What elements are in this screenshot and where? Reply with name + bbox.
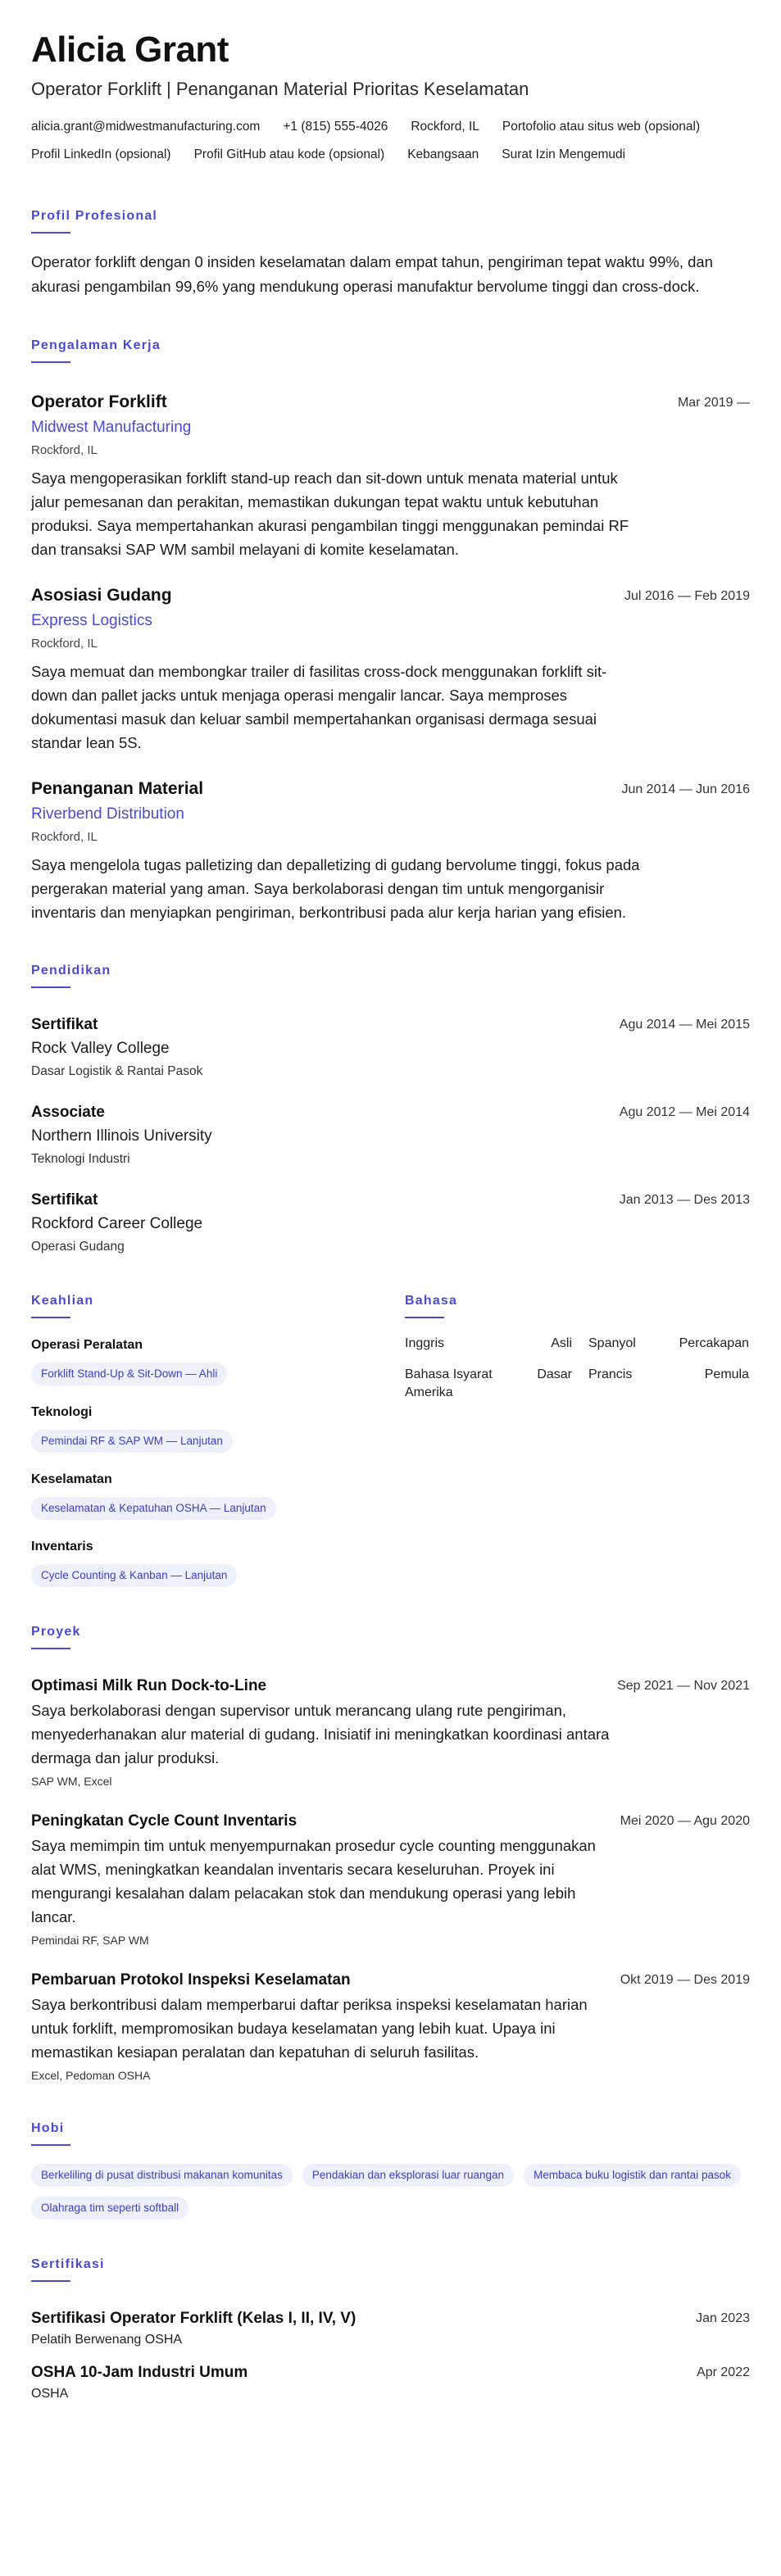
language-level: Percakapan	[679, 1336, 749, 1350]
skill-category: Teknologi	[31, 1405, 93, 1419]
section-title: Hobi	[31, 2121, 65, 2135]
study-field: Teknologi Industri	[31, 1152, 130, 1166]
language-level: Dasar	[537, 1367, 572, 1381]
section-divider	[31, 986, 70, 988]
project-tools: SAP WM, Excel	[31, 1775, 112, 1788]
summary-section	[31, 207, 750, 299]
hobby-tag: Pendakian dan eksplorasi luar ruangan	[302, 2164, 514, 2187]
degree-name: Associate	[31, 1104, 105, 1121]
skill-group	[31, 1538, 405, 1587]
hobby-list	[31, 2164, 752, 2220]
project-dates: Mei 2020 — Agu 2020	[620, 1814, 750, 1828]
section-title: Profil Profesional	[31, 209, 158, 223]
education-entry	[31, 1014, 750, 1081]
job-title: Asosiasi Gudang	[31, 586, 172, 605]
study-field: Dasar Logistik & Rantai Pasok	[31, 1064, 203, 1078]
experience-entry	[31, 584, 750, 755]
job-location: Rockford, IL	[31, 830, 98, 844]
job-dates: Jun 2014 — Jun 2016	[621, 782, 750, 796]
contact-location: Rockford, IL	[411, 120, 479, 134]
project-entry	[31, 1970, 750, 2084]
job-description: Saya mengoperasikan forklift stand-up reach dan sit-down untuk menata material untuk jalur pemesanan dan perakitan, memastikan dukungan tepat waktu untuk kebutuhan produksi. Saya mempertahankan akurasi pengambilan tinggi menggunakan pemindai RF dan transaksi SAP WM sambil melayani di komite keselamatan.	[31, 469, 629, 558]
project-description: Saya berkontribusi dalam memperbarui daftar periksa inspeksi keselamatan harian untuk forklift, mempromosikan budaya keselamatan yang lebih kuat. Upaya ini memastikan kesiapan peralatan dan kepatuhan di seluruh fasilitas.	[31, 1996, 588, 2061]
section-divider	[31, 1317, 70, 1318]
contact-nationality: Kebangsaan	[407, 147, 479, 161]
skill-category: Keselamatan	[31, 1472, 112, 1486]
contact-driving-license: Surat Izin Mengemudi	[502, 147, 626, 161]
education-dates: Agu 2012 — Mei 2014	[619, 1105, 750, 1119]
project-name: Pembaruan Protokol Inspeksi Keselamatan	[31, 1971, 351, 1989]
school-name: Rockford Career College	[31, 1215, 203, 1232]
projects-section	[31, 1623, 750, 2084]
section-title: Proyek	[31, 1625, 81, 1639]
job-description: Saya mengelola tugas palletizing dan depalletizing di gudang bervolume tinggi, fokus pada pergerakan material yang aman. Saya berkolaborasi dengan tim untuk mengorganisir inventaris dan menyiapkan pengiriman, berkontribusi pada alur kerja harian yang efisien.	[31, 856, 640, 921]
skills-languages-row	[31, 1292, 750, 1587]
school-name: Rock Valley College	[31, 1040, 170, 1057]
project-dates: Sep 2021 — Nov 2021	[617, 1679, 750, 1693]
skill-tag: Keselamatan & Kepatuhan OSHA — Lanjutan	[31, 1497, 276, 1520]
certification-name: OSHA 10-Jam Industri Umum	[31, 2364, 248, 2381]
section-divider	[31, 1648, 70, 1649]
skill-group	[31, 1336, 405, 1386]
hobbies-section	[31, 2120, 750, 2220]
section-divider	[31, 361, 70, 363]
job-title: Operator Forklift	[31, 392, 167, 411]
project-entry	[31, 1676, 750, 1789]
hobby-tag: Olahraga tim seperti softball	[31, 2197, 188, 2220]
contact-linkedin[interactable]: Profil LinkedIn (opsional)	[31, 147, 171, 161]
languages-section	[405, 1292, 750, 1587]
contact-phone[interactable]: +1 (815) 555-4026	[283, 120, 388, 134]
job-title: Penanganan Material	[31, 779, 204, 798]
company-name: Express Logistics	[31, 612, 152, 629]
language-name: Bahasa Isyarat Amerika	[405, 1367, 493, 1399]
education-entry	[31, 1190, 750, 1256]
skill-category: Inventaris	[31, 1540, 93, 1553]
certification-issuer: Pelatih Berwenang OSHA	[31, 2333, 183, 2347]
education-entry	[31, 1102, 750, 1168]
project-description: Saya berkolaborasi dengan supervisor untuk merancang ulang rute pengiriman, menyederhanakan alur material di gudang. Inisiatif ini meningkatkan koordinasi antara dermaga dan jalur produksi.	[31, 1702, 610, 1766]
candidate-name: Alicia Grant	[31, 29, 229, 70]
section-divider	[31, 232, 70, 234]
section-title: Pendidikan	[31, 964, 111, 977]
certification-date: Apr 2022	[697, 2365, 750, 2379]
skill-tag: Pemindai RF & SAP WM — Lanjutan	[31, 1430, 233, 1453]
skill-group	[31, 1404, 405, 1453]
project-tools: Pemindai RF, SAP WM	[31, 1934, 149, 1947]
job-dates: Jul 2016 — Feb 2019	[624, 589, 750, 603]
contact-list	[31, 118, 752, 164]
experience-section	[31, 337, 750, 924]
project-name: Peningkatan Cycle Count Inventaris	[31, 1812, 297, 1830]
section-title: Pengalaman Kerja	[31, 338, 161, 352]
skill-category: Operasi Peralatan	[31, 1338, 143, 1352]
candidate-headline: Operator Forklift | Penanganan Material Prioritas Keselamatan	[31, 79, 529, 99]
company-name: Midwest Manufacturing	[31, 419, 192, 436]
job-location: Rockford, IL	[31, 637, 98, 651]
summary-text: Operator forklift dengan 0 insiden keselamatan dalam empat tahun, pengiriman tepat waktu 99%, dan akurasi pengambilan 99,6% yang mendukung operasi manufaktur bervolume tinggi dan cross-dock.	[31, 253, 713, 295]
section-title: Bahasa	[405, 1294, 458, 1308]
certification-entry	[31, 2308, 750, 2349]
section-divider	[31, 2280, 70, 2282]
skills-section	[31, 1292, 405, 1587]
section-divider	[31, 2144, 70, 2146]
education-dates: Jan 2013 — Des 2013	[619, 1193, 750, 1207]
contact-email[interactable]: alicia.grant@midwestmanufacturing.com	[31, 120, 261, 134]
job-dates: Mar 2019 —	[677, 396, 750, 410]
language-name: Inggris	[405, 1336, 445, 1350]
certification-entry	[31, 2362, 750, 2403]
degree-name: Sertifikat	[31, 1191, 98, 1209]
language-level: Asli	[551, 1336, 572, 1350]
project-description: Saya memimpin tim untuk menyempurnakan prosedur cycle counting menggunakan alat WMS, meningkatkan keandalan inventaris secara keseluruhan. Proyek ini mengurangi kesalahan dalam pelacakan stok dan mendukung operasi yang lebih lancar.	[31, 1837, 596, 1925]
language-level: Pemula	[704, 1367, 749, 1381]
skill-tag: Cycle Counting & Kanban — Lanjutan	[31, 1564, 237, 1587]
hobby-tag: Membaca buku logistik dan rantai pasok	[524, 2164, 741, 2187]
certification-date: Jan 2023	[696, 2311, 750, 2325]
certification-issuer: OSHA	[31, 2387, 69, 2401]
study-field: Operasi Gudang	[31, 1240, 125, 1254]
experience-entry	[31, 391, 750, 561]
contact-portfolio[interactable]: Portofolio atau situs web (opsional)	[502, 120, 701, 134]
job-location: Rockford, IL	[31, 443, 98, 457]
skill-tag: Forklift Stand-Up & Sit-Down — Ahli	[31, 1363, 227, 1386]
school-name: Northern Illinois University	[31, 1127, 212, 1145]
experience-entry	[31, 778, 750, 924]
project-entry	[31, 1811, 750, 1948]
section-title: Keahlian	[31, 1294, 94, 1308]
job-description: Saya memuat dan membongkar trailer di fasilitas cross-dock menggunakan forklift sit-down dan pallet jacks untuk menjaga operasi mengalir lancar. Saya memproses dokumentasi masuk dan keluar sambil mempertahankan organisasi dermaga sesuai standar lean 5S.	[31, 663, 607, 751]
section-divider	[405, 1317, 444, 1318]
language-name: Spanyol	[588, 1336, 636, 1350]
language-name: Prancis	[588, 1367, 633, 1381]
certification-name: Sertifikasi Operator Forklift (Kelas I, II, IV, V)	[31, 2310, 356, 2327]
certifications-section	[31, 2256, 750, 2403]
degree-name: Sertifikat	[31, 1016, 98, 1033]
project-name: Optimasi Milk Run Dock-to-Line	[31, 1677, 267, 1694]
project-dates: Okt 2019 — Des 2019	[620, 1973, 750, 1987]
resume-header	[31, 28, 750, 164]
education-section	[31, 962, 750, 1256]
company-name: Riverbend Distribution	[31, 805, 184, 823]
education-dates: Agu 2014 — Mei 2015	[619, 1018, 750, 1032]
project-tools: Excel, Pedoman OSHA	[31, 2069, 151, 2082]
language-list	[405, 1335, 750, 1402]
skill-group	[31, 1471, 405, 1520]
hobby-tag: Berkeliling di pusat distribusi makanan komunitas	[31, 2164, 293, 2187]
contact-github[interactable]: Profil GitHub atau kode (opsional)	[193, 147, 385, 161]
section-title: Sertifikasi	[31, 2257, 105, 2271]
